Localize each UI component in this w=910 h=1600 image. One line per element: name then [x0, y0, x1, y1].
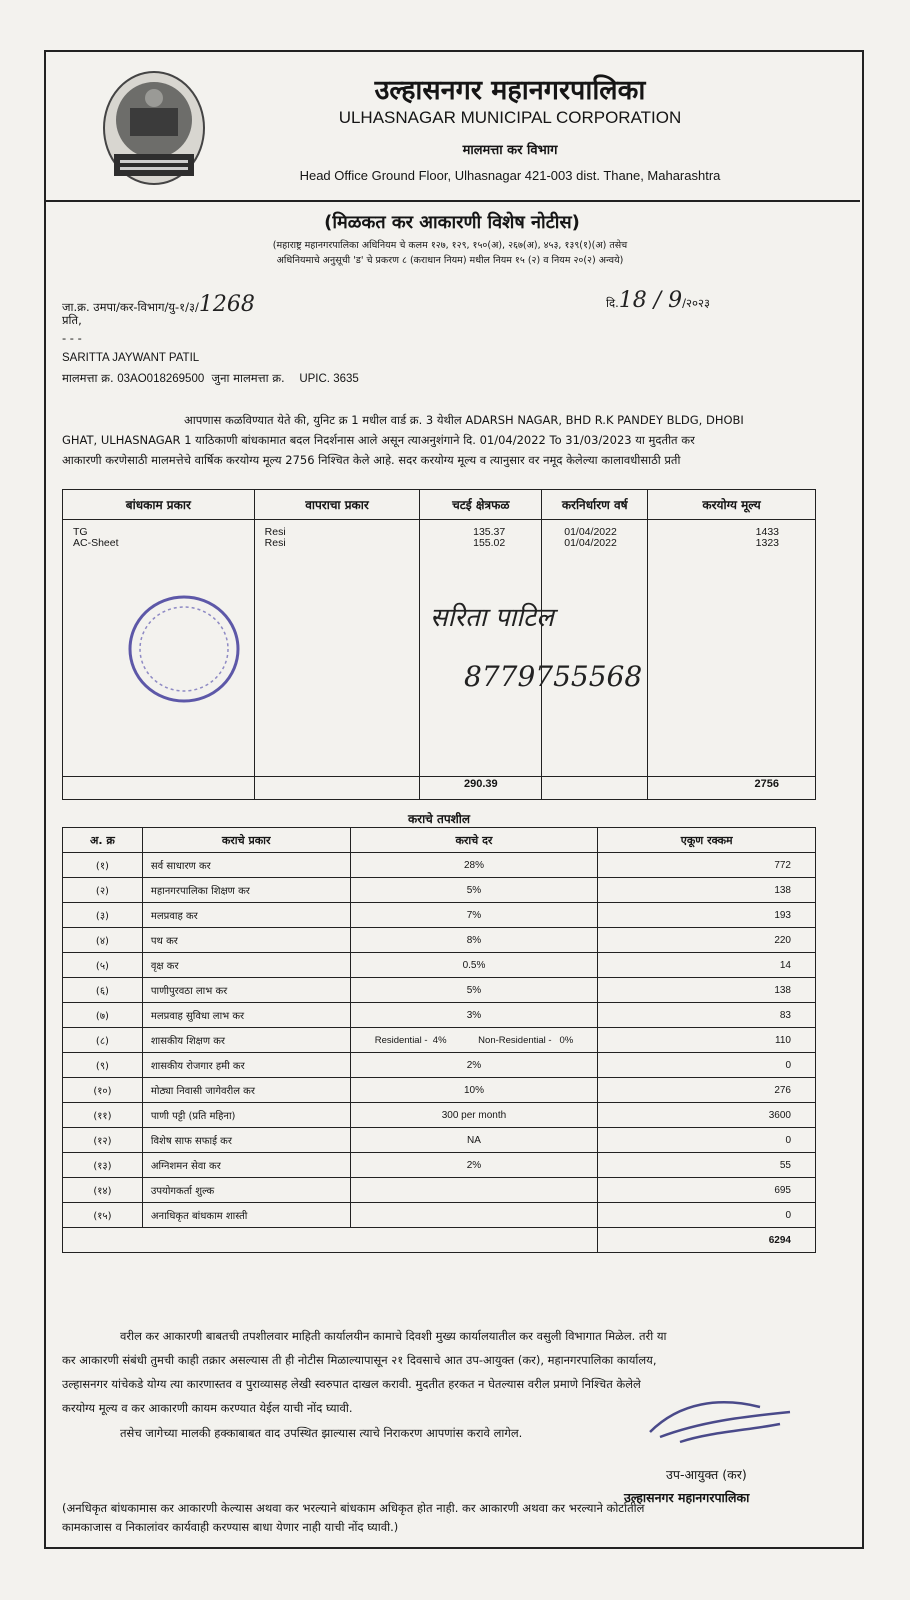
table-row: (८) शासकीय शिक्षण कर Residential - 4% Non-Residential - 0% 110	[63, 1028, 816, 1053]
column-header: वापराचा प्रकार	[254, 490, 420, 520]
table-header-row	[63, 828, 816, 853]
assessment-year-cell: 01/04/2022 01/04/2022	[542, 520, 648, 777]
table-row: (१३) अग्निशमन सेवा कर 2% 55	[63, 1153, 816, 1178]
table-row: (२) महानगरपालिका शिक्षण कर 5% 138	[63, 878, 816, 903]
table-row: (७) मलप्रवाह सुविधा लाभ कर 3% 83	[63, 1003, 816, 1028]
table-row: (३) मलप्रवाह कर 7% 193	[63, 903, 816, 928]
footer-paragraph-2: कर आकारणी संबंधी तुमची काही तक्रार असल्यास ती ही नोटीस मिळाल्यापासून २१ दिवसाचे आत उप-आयुक्त (कर), महानगरपालिका कार्यालय,	[62, 1353, 657, 1367]
tax-details-table	[62, 827, 816, 1253]
table-total-row	[63, 777, 816, 800]
table-header-row	[63, 490, 816, 520]
signature-phone: 8779755568	[464, 660, 643, 693]
legal-note: (अनधिकृत बांधकामास कर आकारणी केल्यास अथवा कर भरल्याने बांधकाम अधिकृत होत नाही. कर आकारणी अथवा कर भरल्याने कोर्टातील कामकाजास व निकालांवर कार्यवाही करण्यास बाधा येणार नाही याची नोंद घ्यावी.)	[62, 1501, 645, 1534]
signature-name: सरिता पाटिल	[430, 603, 554, 633]
intro-line-2: GHAT, ULHASNAGAR 1 याठिकाणी बांधकामात बदल निदर्शनास आले असून त्याअनुशंगाने दि. 01/04/2022 To 31/03/2023 या मुदतीत कर	[62, 433, 695, 447]
column-header: कराचे प्रकार	[142, 828, 350, 853]
column-header: करनिर्धारण वर्ष	[542, 490, 648, 520]
table-row: (१०) मोठ्या निवासी जागेवरील कर 10% 276	[63, 1078, 816, 1103]
column-header: बांधकाम प्रकार	[63, 490, 255, 520]
corporation-emblem	[100, 68, 208, 194]
property-number: 03AO018269500	[117, 373, 205, 385]
column-header: चटई क्षेत्रफळ	[420, 490, 542, 520]
table-row: (१५) अनाधिकृत बांधकाम शास्ती 0	[63, 1203, 816, 1228]
notice-legal-reference: (महाराष्ट्र महानगरपालिका अधिनियम चे कलम १२७, १२९, १५०(अ), २६७(अ), ४५३, १३९(१)(अ) तसेच अधिनियमाचे अनुसूची 'ड' चे प्रकरण ८ (कराधान नियम) मधील नियम १५ (२) व नियम २०(२) अन्वये)	[272, 240, 628, 266]
table-row: (५) वृक्ष कर 0.5% 14	[63, 953, 816, 978]
officer-designation: उप-आयुक्त (कर)	[666, 1467, 747, 1482]
outward-number-handwritten: 1268	[198, 292, 255, 317]
notice-title: (मिळकत कर आकारणी विशेष नोटीस)	[324, 212, 580, 233]
table-row: (११) पाणी पट्टी (प्रति महिना) 300 per month 3600	[63, 1103, 816, 1128]
intro-line-1: आपणास कळविण्यात येते की, युनिट क्र 1 मधील वार्ड क्र. 3 येथील ADARSH NAGAR, BHD R.K PANDEY BLDG, DHOBI	[184, 413, 744, 427]
usage-type-cell: Resi Resi	[254, 520, 420, 777]
table-row: (४) पथ कर 8% 220	[63, 928, 816, 953]
table-total-row	[63, 1228, 816, 1253]
table-row: (९) शासकीय रोजगार हमी कर 2% 0	[63, 1053, 816, 1078]
office-stamp	[127, 593, 241, 705]
column-header: कराचे दर	[350, 828, 598, 853]
tax-details-caption: कराचे तपशील	[407, 812, 471, 826]
property-identifiers: मालमत्ता क्र. 03AO018269500 जुना मालमत्ता क्र. UPIC. 3635	[62, 371, 359, 385]
notice-date: दि.18 / 9/२०२३	[606, 288, 710, 313]
table-row: (१४) उपयोगकर्ता शुल्क 695	[63, 1178, 816, 1203]
owner-name: SARITTA JAYWANT PATIL	[62, 352, 200, 364]
column-header: एकूण रक्कम	[598, 828, 816, 853]
officer-organization: उल्हासनगर महानगरपालिका	[624, 1490, 750, 1505]
org-name-marathi: उल्हासनगर महानगरपालिका	[374, 75, 646, 106]
construction-type-cell: TG AC-Sheet	[63, 520, 255, 777]
date-handwritten: 18 / 9	[618, 288, 683, 313]
org-name-english: ULHASNAGAR MUNICIPAL CORPORATION	[338, 108, 682, 127]
footer-paragraph-4: करयोग्य मूल्य व कर आकारणी कायम करण्यात येईल याची नोंद घ्यावी.	[62, 1401, 353, 1415]
footer-paragraph-1: वरील कर आकारणी बाबतची तपशीलवार माहिती कार्यालयीन कामाचे दिवशी मुख्य कार्यालयातील कर वसुली विभागात मिळेल. तरी या	[120, 1329, 667, 1343]
upic-number: UPIC. 3635	[299, 373, 359, 385]
total-area: 290.39	[420, 777, 542, 800]
outward-number: जा.क्र. उमपा/कर-विभाग/यु-१/३/1268	[62, 292, 255, 317]
carpet-area-cell: 135.37 155.02	[420, 520, 542, 777]
footer-paragraph-5: तसेच जागेच्या मालकी हक्काबाबत वाद उपस्थित झाल्यास त्याचे निराकरण आपणांस करावे लागेल.	[120, 1426, 523, 1440]
column-header: करयोग्य मूल्य	[648, 490, 816, 520]
footer-paragraph-3: उल्हासनगर यांचेकडे योग्य त्या कारणास्तव व पुराव्यासह लेखी स्वरुपात दाखल करावी. मुदतीत हरकत न घेतल्यास वरील प्रमाणे निश्चित केलेले	[62, 1377, 641, 1391]
office-address: Head Office Ground Floor, Ulhasnagar 421-003 dist. Thane, Maharashtra	[299, 168, 721, 183]
intro-line-3: आकारणी करणेसाठी मालमत्तेचे वार्षिक करयोग्य मूल्य 2756 निश्चित केले आहे. सदर करयोग्य मूल्य व त्यानुसार वर नमूद केलेल्या कालावधीसाठी प्रती	[62, 453, 681, 467]
handwritten-signature	[430, 598, 690, 718]
separator-dashes: - - -	[62, 331, 82, 345]
taxable-value-cell: 1433 1323	[648, 520, 816, 777]
table-row: (६) पाणीपुरवठा लाभ कर 5% 138	[63, 978, 816, 1003]
table-row: (१) सर्व साधारण कर 28% 772	[63, 853, 816, 878]
column-header: अ. क्र	[63, 828, 143, 853]
department-name: मालमत्ता कर विभाग	[462, 143, 558, 158]
table-row: (१२) विशेष साफ सफाई कर NA 0	[63, 1128, 816, 1153]
total-taxable-value: 2756	[648, 777, 816, 800]
prati-label: प्रति,	[62, 313, 82, 327]
officer-signature	[640, 1392, 800, 1452]
tax-total: 6294	[598, 1228, 816, 1253]
